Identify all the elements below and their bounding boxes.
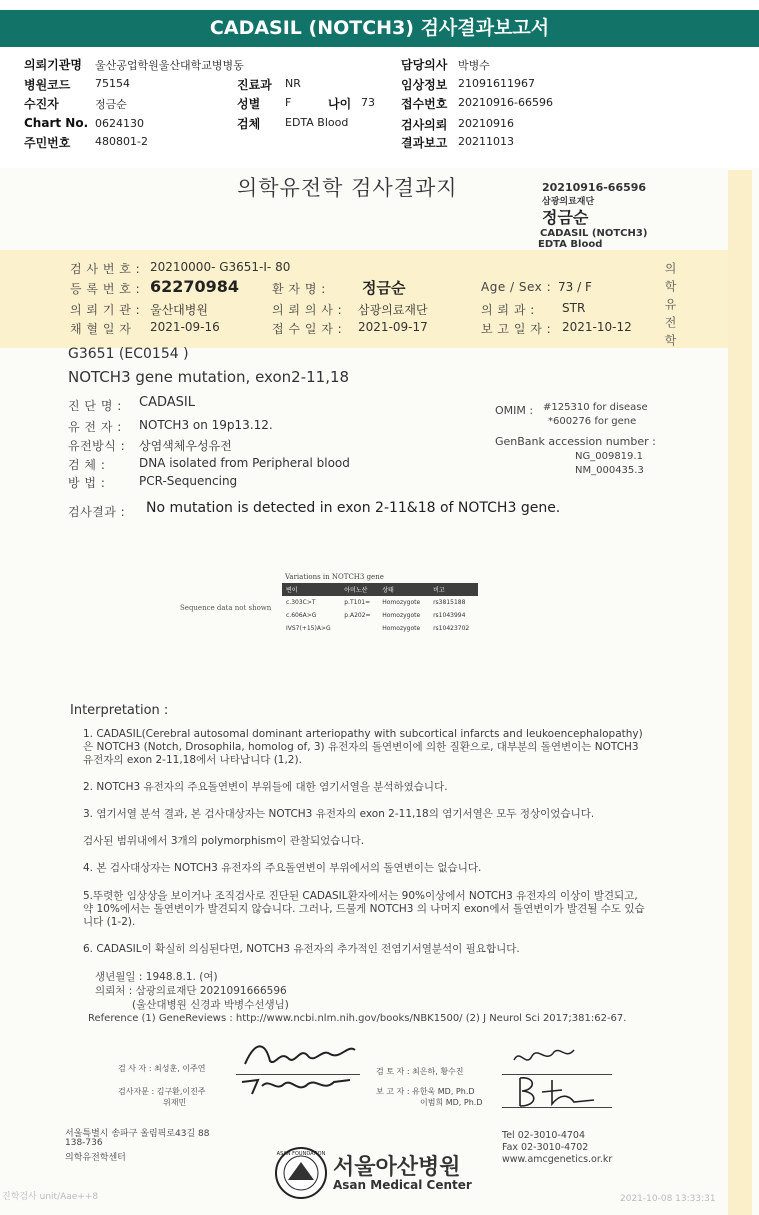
table-row — [282, 622, 478, 635]
specimen-value: EDTA Blood — [285, 116, 349, 129]
seal-text: ASAN FOUNDATION — [276, 1151, 326, 1157]
interp-item-2: 2. NOTCH3 유전자의 주요돌연변이 부위들에 대한 염기서열을 분석하였습니다. — [83, 781, 448, 793]
status-cell: Homozygote — [382, 625, 421, 632]
s-receipt-label: 접 수 일 자 : — [272, 322, 343, 336]
tel: Tel 02-3010-4704 — [502, 1130, 585, 1141]
sample-value: DNA isolated from Peripheral blood — [139, 456, 350, 470]
doctor-value: 박병수 — [458, 59, 490, 72]
inherit-label: 유전방식 : — [68, 439, 126, 453]
variant-cell: c.606A>G — [286, 612, 317, 619]
variations-title: Variations in NOTCH3 gene — [285, 573, 384, 581]
interp-item-5: 5.뚜렷한 임상상을 보이거나 조직검사로 진단된 CADASIL환자에서는 90%이상에서 NOTCH3 유전자의 이상이 발견되고, 약 10%에서는 돌연변이가 발견되지 않습니다. 그러나, 드물게 NOTCH3 의 나머지 exon에서 돌연변이가 발견될 수도 있습니다 (1-2). — [83, 890, 645, 928]
req-value: 20210916 — [458, 117, 514, 130]
requester: 의뢰처 : 삼광의료재단 2021091666596 — [95, 985, 287, 997]
s-report-value: 2021-10-12 — [562, 320, 632, 334]
scan-title: 의학유전학 검사결과지 — [237, 176, 458, 200]
doctor-label: 담당의사 — [401, 58, 448, 72]
result-label: 검사결과 : — [68, 505, 126, 519]
ref-inst-value: 울산대병원 — [150, 303, 208, 317]
collect-label: 채 혈 일 자 — [70, 322, 132, 336]
test-code: G3651 (EC0154 ) — [68, 346, 189, 362]
tester2-signature — [238, 1072, 358, 1098]
specimen-label: 검체 — [237, 117, 261, 131]
logo-korean: 서울아산병원 — [333, 1155, 461, 1180]
note-cell: rs10423702 — [433, 625, 470, 632]
ref-dept-value: STR — [562, 301, 586, 315]
inherit-value: 상염색체우성유전 — [139, 439, 232, 453]
status-cell: Homozygote — [382, 612, 421, 619]
footer-timestamp: 2021-10-08 13:33:31 — [620, 1194, 716, 1204]
scan-side-strip — [728, 170, 752, 1215]
institution-label: 의뢰기관명 — [24, 58, 82, 72]
table-row — [282, 596, 478, 609]
note-cell: rs3815188 — [433, 599, 466, 606]
receipt-value: 20210916-66596 — [458, 96, 553, 109]
omim-gene: *600276 for gene — [548, 416, 637, 427]
test-no-label: 검 사 번 호 : — [70, 262, 141, 276]
gene-value: NOTCH3 on 19p13.12. — [139, 418, 273, 432]
address-line-1: 서울특별시 송파구 올림픽로43길 88 — [65, 1129, 210, 1139]
hospital-code-label: 병원코드 — [24, 78, 71, 92]
ref-doc-label: 의 뢰 의 사 : — [272, 303, 343, 317]
dx-value: CADASIL — [139, 395, 195, 410]
omim-label: OMIM : — [495, 404, 534, 417]
tester2-name: 위재민 — [163, 1098, 187, 1107]
sticker-id: 20210916-66596 — [542, 181, 647, 194]
method-label: 방 법 : — [68, 476, 106, 490]
sample-label: 검 체 : — [68, 458, 106, 472]
dept-label: 진료과 — [237, 78, 272, 92]
interp-item-6: 6. CADASIL이 확실히 의심된다면, NOTCH3 유전자의 추가적인 전염기서열분석이 필요합니다. — [83, 943, 520, 955]
interp-item-1: 1. CADASIL(Cerebral autosomal dominant arteriopathy with subcortical infarcts and leukoencephalopathy)은 NOTCH3 (Notch, Drosophila, homolog of, 3) 유전자의 돌연변이에 의한 질환으로, 대부분의 돌연변이는 NOTCH3 유전자의 exon 2-11,18에서 나타납니다 (1,2). — [83, 728, 643, 766]
aa-cell: p.A202= — [344, 612, 371, 619]
pt-name-value: 정금순 — [362, 279, 406, 297]
pt-name-label: 환 자 명 : — [272, 282, 326, 296]
tester2-label: 검사자문 : 김구환,이진주 — [118, 1087, 206, 1096]
dx-label: 진 단 명 : — [68, 399, 122, 413]
clinical-label: 임상정보 — [401, 78, 448, 92]
tester-signature — [240, 1036, 360, 1072]
reporter-label: 보 고 자 : 유한욱 MD, Ph.D — [376, 1087, 475, 1096]
aa-cell: p.T101= — [344, 599, 371, 606]
ref-doc-value: 삼광의료재단 — [358, 303, 428, 317]
sticker-test: CADASIL (NOTCH3) — [540, 228, 648, 239]
rrn-value: 480801-2 — [95, 135, 148, 148]
page-title: CADASIL (NOTCH3) 검사결과보고서 — [209, 17, 550, 39]
chart-value: 0624130 — [95, 117, 144, 130]
dept-value: NR — [285, 77, 301, 90]
report-label: 결과보고 — [401, 136, 448, 150]
dob: 생년월일 : 1948.8.1. (여) — [95, 971, 218, 983]
receipt-label: 접수번호 — [401, 97, 448, 111]
sticker-name: 정금순 — [542, 208, 589, 227]
result-value: No mutation is detected in exon 2-11&18 of NOTCH3 gene. — [146, 500, 561, 516]
sequence-note: Sequence data not shown — [180, 604, 272, 612]
age-value: 73 — [361, 96, 375, 109]
collect-value: 2021-09-16 — [150, 320, 220, 334]
reviewer-label: 검 토 자 : 최은하, 황수진 — [376, 1067, 464, 1076]
fax: Fax 02-3010-4702 — [502, 1142, 589, 1153]
side-label: 의학유전학 — [663, 262, 677, 352]
institution-value: 울산공업학원울산대학교병병동 — [95, 59, 244, 72]
agesex-value: 73 / F — [558, 280, 592, 294]
reporter2-name: 이범희 MD, Ph.D — [420, 1098, 483, 1107]
interp-title: Interpretation : — [70, 703, 169, 718]
test-no-value: 20210000- G3651-I- 80 — [150, 260, 291, 274]
sex-value: F — [285, 96, 292, 109]
address-line-2: 138-736 — [65, 1138, 103, 1148]
ref-inst-label: 의 뢰 기 관 : — [70, 303, 141, 317]
note-cell: rs1043994 — [433, 612, 466, 619]
aa-cell — [340, 622, 378, 635]
interp-item-3: 3. 염기서열 분석 결과, 본 검사대상자는 NOTCH3 유전자의 exon 2-11,18의 염기서열은 모두 정상이었습니다. — [83, 808, 595, 820]
s-receipt-value: 2021-09-17 — [358, 320, 428, 334]
asan-foundation-seal-icon — [274, 1146, 328, 1200]
genbank-nm: NM_000435.3 — [575, 465, 644, 476]
gene-title: NOTCH3 gene mutation, exon2-11,18 — [68, 368, 350, 386]
footer-left: 진학검사 unit/Aae++8 — [2, 1192, 99, 1202]
status-cell: Homozygote — [382, 599, 421, 606]
variant-cell: IVS7(+15)A>G — [286, 625, 331, 632]
chart-label: Chart No. — [24, 116, 89, 130]
reviewer-signature — [508, 1040, 588, 1072]
variations-col-status: 상태 — [378, 583, 429, 596]
logo-english: Asan Medical Center — [333, 1178, 472, 1192]
reporter-signature — [512, 1072, 602, 1112]
clinical-value: 21091611967 — [458, 77, 535, 90]
variations-header-row — [282, 583, 478, 596]
sex-label: 성별 — [237, 97, 261, 111]
website: www.amcgenetics.or.kr — [502, 1154, 613, 1165]
variations-col-variant: 변이 — [282, 583, 340, 596]
table-row — [282, 609, 478, 622]
age-label: 나이 — [328, 97, 352, 111]
patient-label: 수진자 — [24, 97, 59, 111]
sticker-org: 삼광의료재단 — [542, 197, 595, 207]
method-value: PCR-Sequencing — [139, 474, 238, 488]
ref-dept-label: 의 뢰 과 : — [481, 303, 535, 317]
hospital-code-value: 75154 — [95, 77, 130, 90]
sticker-specimen: EDTA Blood — [538, 239, 603, 250]
interp-item-3b: 검사된 범위내에서 3개의 polymorphism이 관찰되었습니다. — [83, 835, 365, 847]
gene-label: 유 전 자 : — [68, 420, 122, 434]
report-value: 20211013 — [458, 135, 514, 148]
variations-col-note: 비고 — [429, 583, 478, 596]
omim-disease: #125310 for disease — [543, 402, 648, 413]
variant-cell: c.303C>T — [286, 599, 316, 606]
genbank-ng: NG_009819.1 — [575, 451, 643, 462]
address-line-3: 의학유전학센터 — [65, 1153, 126, 1163]
variations-table — [282, 583, 478, 635]
variations-col-aa: 아미노산 — [340, 583, 378, 596]
s-report-label: 보 고 일 자 : — [481, 322, 552, 336]
req-label: 검사의뢰 — [401, 118, 448, 132]
reference: Reference (1) GeneReviews : http://www.ncbi.nlm.nih.gov/books/NBK1500/ (2) J Neurol Sci 2017;381:62-67. — [88, 1013, 627, 1024]
genbank-label: GenBank accession number : — [495, 435, 656, 448]
tester-label: 검 사 자 : 최성훈, 이주연 — [118, 1064, 206, 1073]
patient-value: 정금순 — [95, 98, 127, 111]
reg-no-value: 62270984 — [150, 277, 240, 296]
interp-item-4: 4. 본 검사대상자는 NOTCH3 유전자의 주요돌연변이 부위에서의 돌연변이는 없습니다. — [83, 862, 482, 874]
agesex-label: Age / Sex : — [481, 280, 552, 294]
rrn-label: 주민번호 — [24, 136, 71, 150]
reg-no-label: 등 록 번 호 : — [70, 282, 141, 296]
requester-detail: (울산대병원 신경과 박병수선생님) — [132, 999, 289, 1011]
